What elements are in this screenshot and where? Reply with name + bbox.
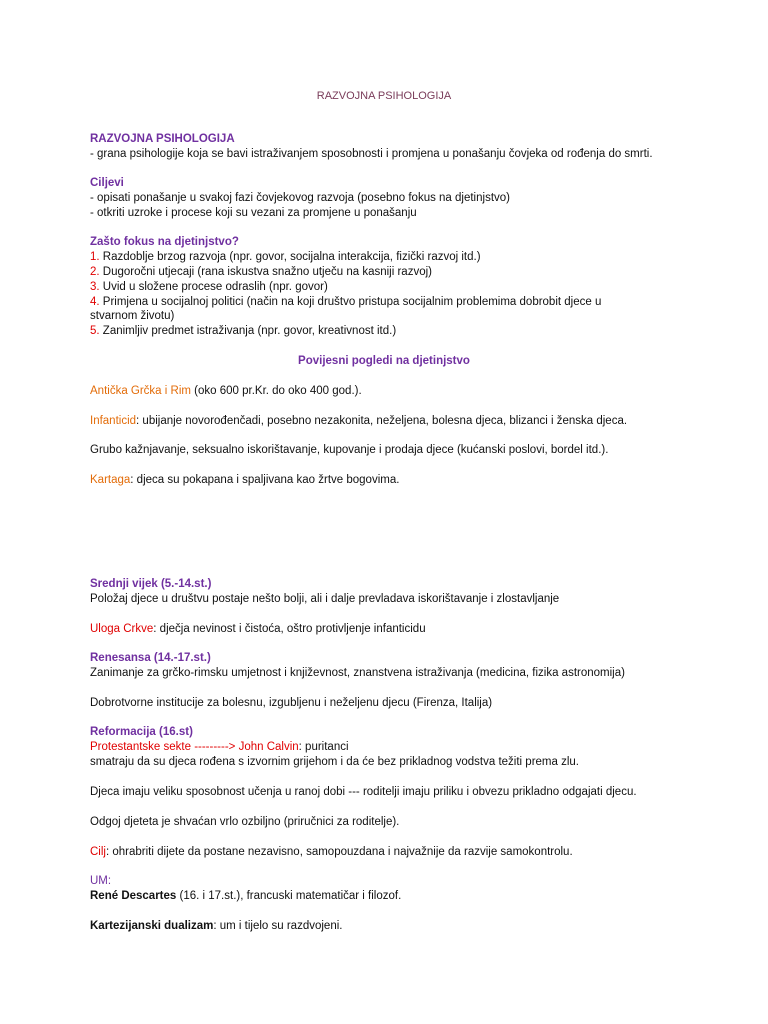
why-item bbox=[90, 280, 328, 294]
antiquity-text: (oko 600 pr.Kr. do oko 400 god.). bbox=[190, 385, 362, 397]
dualism-line bbox=[90, 919, 342, 933]
goal-text: : ohrabriti dijete da postane nezavisno, samopouzdana i najvažnije da razvije samokontrolu. bbox=[105, 846, 573, 858]
why-heading: Zašto fokus na djetinjstvo? bbox=[90, 236, 239, 248]
middle-ages-text: Položaj djece u društvu postaje nešto bolji, ali i dalje prevladava iskorištavanje i zlostavljanje bbox=[90, 593, 560, 605]
item-text: Zanimljiv predmet istraživanja (npr. govor, kreativnost itd.) bbox=[99, 325, 397, 337]
carthage-label: Kartaga bbox=[90, 474, 131, 486]
reformation-belief: smatraju da su djeca rođena s izvornim grijehom i da će bez prikladnog vodstva težiti prema zlu. bbox=[90, 756, 579, 768]
sects-label: Protestantske sekte ---------> John Calvin bbox=[90, 741, 299, 753]
upbringing-line: Odgoj djeteta je shvaćan vrlo ozbiljno (priručnici za roditelje). bbox=[90, 816, 400, 828]
item-number: 2. bbox=[90, 266, 100, 278]
learning-line: Djeca imaju veliku sposobnost učenja u ranoj dobi --- roditelji imaju priliku i obvezu prikladno odgajati djecu. bbox=[90, 786, 637, 798]
church-line bbox=[90, 622, 426, 636]
why-item bbox=[90, 265, 432, 279]
descartes-line bbox=[90, 889, 401, 903]
renaissance-text: Zanimanje za grčko-rimsku umjetnost i književnost, znanstvena istraživanja (medicina, fizika astronomija) bbox=[90, 667, 625, 679]
item-number: 4. bbox=[90, 296, 100, 308]
infanticide-line bbox=[90, 414, 627, 428]
goals-item: - opisati ponašanje u svakoj fazi čovjekovog razvoja (posebno fokus na djetinjstvo) bbox=[90, 192, 510, 204]
goals-item: - otkriti uzroke i procese koji su vezani za promjene u ponašanju bbox=[90, 207, 417, 219]
sects-tail: : puritanci bbox=[298, 741, 349, 753]
item-text: Razdoblje brzog razvoja (npr. govor, socijalna interakcija, fizički razvoj itd.) bbox=[99, 251, 481, 263]
antiquity-label: Antička Grčka i Rim bbox=[90, 385, 191, 397]
goal-line bbox=[90, 845, 573, 859]
item-text: Dugoročni utjecaji (rana iskustva snažno utječu na kasniji razvoj) bbox=[99, 266, 432, 278]
dualism-text: : um i tijelo su razdvojeni. bbox=[213, 920, 343, 932]
descartes-text: (16. i 17.st.), francuski matematičar i filozof. bbox=[176, 890, 402, 902]
item-number: 1. bbox=[90, 251, 100, 263]
um-heading: UM: bbox=[90, 875, 112, 887]
item-text: Uvid u složene procese odraslih (npr. govor) bbox=[99, 281, 328, 293]
goals-heading: Ciljevi bbox=[90, 177, 124, 189]
why-item bbox=[90, 250, 481, 264]
charity-line: Dobrotvorne institucije za bolesnu, izgubljenu i neželjenu djecu (Firenza, Italija) bbox=[90, 697, 493, 709]
harsh-line: Grubo kažnjavanje, seksualno iskorištavanje, kupovanje i prodaja djece (kućanski poslovi, bordel itd.). bbox=[90, 444, 609, 456]
renaissance-heading: Renesansa (14.-17.st.) bbox=[90, 652, 211, 664]
carthage-line bbox=[90, 473, 399, 487]
middle-ages-heading: Srednji vijek (5.-14.st.) bbox=[90, 578, 212, 590]
antiquity-line bbox=[90, 384, 362, 398]
intro-text: - grana psihologije koja se bavi istraživanjem sposobnosti i promjena u ponašanju čovjeka od rođenja do smrti. bbox=[90, 148, 653, 160]
history-heading: Povijesni pogledi na djetinjstvo bbox=[298, 355, 470, 367]
carthage-text: : djeca su pokapana i spaljivana kao žrtve bogovima. bbox=[130, 474, 400, 486]
why-item bbox=[90, 324, 396, 338]
why-item bbox=[90, 295, 601, 309]
goal-label: Cilj bbox=[90, 846, 106, 858]
item-number: 3. bbox=[90, 281, 100, 293]
infanticide-text: : ubijanje novorođenčadi, posebno nezakonita, neželjena, bolesna djeca, blizanci i ženska djeca. bbox=[136, 415, 628, 427]
reformation-sects bbox=[90, 740, 349, 754]
item-number: 5. bbox=[90, 325, 100, 337]
intro-heading: RAZVOJNA PSIHOLOGIJA bbox=[90, 133, 235, 145]
why-item-continuation: stvarnom životu) bbox=[90, 310, 175, 322]
dualism-label: Kartezijanski dualizam bbox=[90, 920, 214, 932]
infanticide-label: Infanticid bbox=[90, 415, 137, 427]
reformation-heading: Reformacija (16.st) bbox=[90, 726, 193, 738]
church-text: : dječja nevinost i čistoća, oštro protivljenje infanticidu bbox=[153, 623, 426, 635]
document-title: RAZVOJNA PSIHOLOGIJA bbox=[316, 90, 452, 102]
descartes-name: René Descartes bbox=[90, 890, 177, 902]
item-text: Primjena u socijalnoj politici (način na koji društvo pristupa socijalnim problemima dobrobit djece u bbox=[99, 296, 602, 308]
church-label: Uloga Crkve bbox=[90, 623, 154, 635]
